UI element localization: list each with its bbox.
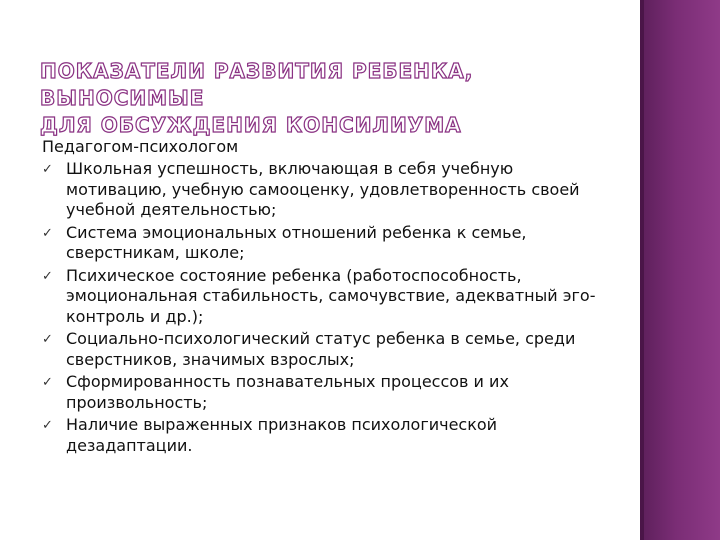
checkmark-icon: ✓ [42,268,53,284]
list-item [42,329,612,370]
list-item-text: Наличие выраженных признаков психологической дезадаптации. [66,415,498,455]
slide-title-line-1: ПОКАЗАТЕЛИ РАЗВИТИЯ РЕБЕНКА, ВЫНОСИМЫЕ [40,59,474,110]
slide-content [42,137,612,458]
checkmark-icon: ✓ [42,375,53,390]
slide-title-line-2: ДЛЯ ОБСУЖДЕНИЯ КОНСИЛИУМА [40,113,462,137]
list-item-text: Школьная успешность, включающая в себя учебную мотивацию, учебную самооценку, удовлетворенность своей учебной деятельностью; [66,159,580,219]
list-item [42,415,612,456]
list-item [42,372,612,413]
list-item [42,223,612,264]
slide-title [40,58,620,139]
list-item-text: Сформированность познавательных процессов и их произвольность; [66,372,509,412]
checkmark-icon: ✓ [42,332,53,347]
indicator-list [42,159,612,456]
checkmark-icon: ✓ [42,225,53,241]
list-item [42,266,612,328]
checkmark-icon: ✓ [42,162,53,177]
list-item-text: Система эмоциональных отношений ребенка к семье, сверстникам, школе; [66,222,527,262]
decorative-side-bar [640,0,720,540]
list-item [42,159,612,221]
list-item-text: Психическое состояние ребенка (работоспособность, эмоциональная стабильность, самочувствие, адекватный эго-контроль и др.); [66,265,596,326]
subheading: Педагогом-психологом [42,137,239,156]
list-item-text: Социально-психологический статус ребенка в семье, среди сверстников, значимых взрослых; [66,329,576,369]
checkmark-icon: ✓ [42,418,53,433]
